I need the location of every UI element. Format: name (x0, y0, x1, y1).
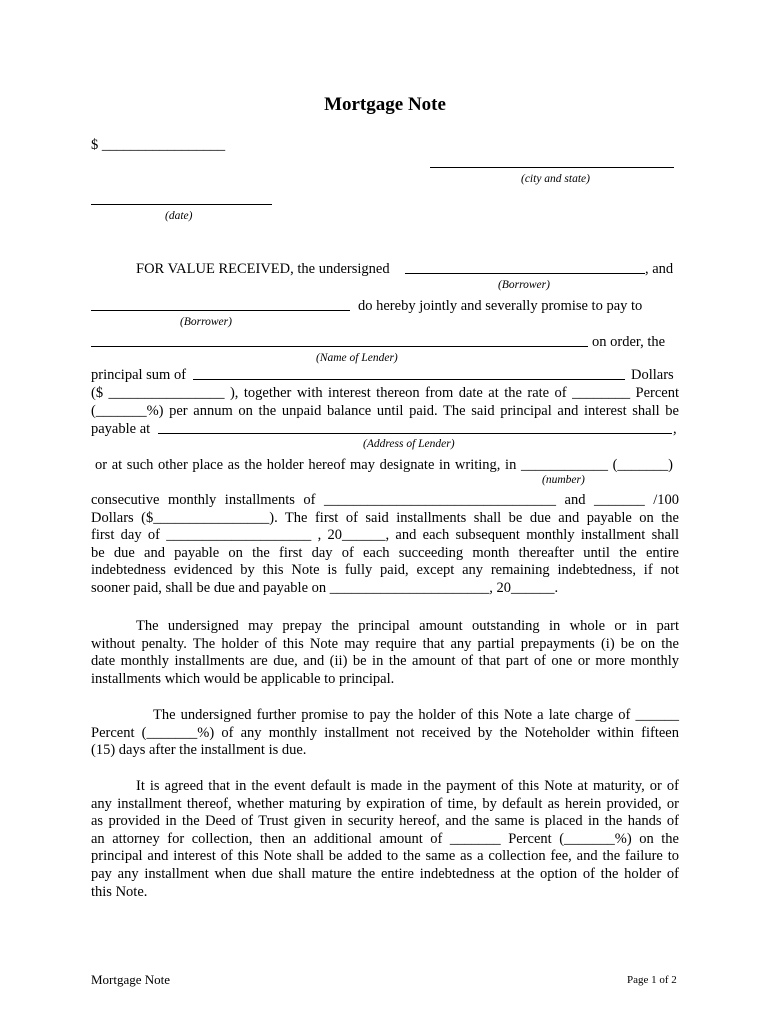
for-value-received-text: FOR VALUE RECEIVED, the undersigned (136, 261, 390, 277)
number-caption: (number) (542, 474, 585, 486)
on-order-text: on order, the (592, 334, 666, 350)
paragraph-line: The undersigned may prepay the principal amount outstanding in whole or in part (136, 618, 679, 634)
payable-comma: , (673, 421, 677, 437)
lender-address-caption: (Address of Lender) (363, 438, 455, 450)
paragraph-line: first day of ____________________ , 20______, and each subsequent monthly installment shall (91, 527, 679, 544)
document-title: Mortgage Note (324, 94, 446, 115)
date-line (91, 204, 272, 205)
principal-sum-text: principal sum of (91, 367, 187, 383)
city-state-caption: (city and state) (521, 173, 590, 185)
paragraph-line: any installment thereof, whether maturing by expiration of time, by default as herein provided, or (91, 795, 679, 812)
paragraph-line: this Note. (91, 883, 148, 900)
paragraph-line: without penalty. The holder of this Note may require that any partial prepayments (i) be on the (91, 635, 679, 652)
city-state-line (430, 167, 674, 168)
default-paragraph (91, 778, 679, 901)
date-caption: (date) (165, 210, 193, 222)
page-number: Page 1 of 2 (627, 974, 677, 986)
paragraph-line: pay any installment when due shall mature the entire indebtedness at the option of the holder of (91, 865, 679, 882)
paragraph-line: Dollars ($________________). The first of said installments shall be due and payable on the (91, 509, 679, 526)
interest-rate-text: ($ ________________ ), together with interest thereon from date at the rate of ________ Percent (91, 385, 679, 401)
paragraph-line: The undersigned further promise to pay the holder of this Note a late charge of ______ (153, 707, 679, 723)
dollars-text: Dollars (631, 367, 674, 383)
paragraph-line: It is agreed that in the event default is made in the payment of this Note at maturity, or of (136, 778, 679, 794)
borrower2-caption: (Borrower) (180, 316, 232, 328)
borrower1-caption: (Borrower) (498, 279, 550, 291)
paragraph-line: be due and payable on the first day of each succeeding month thereafter until the entire (91, 544, 679, 561)
per-annum-text: (_______%) per annum on the unpaid balance until paid. The said principal and interest shall be (91, 403, 679, 419)
paragraph-line: (15) days after the installment is due. (91, 742, 307, 759)
late-charge-paragraph (91, 707, 679, 760)
paragraph-line: Percent (_______%) of any monthly installment not received by the Noteholder within fifteen (91, 724, 679, 741)
borrower2-line (91, 310, 350, 311)
footer-title: Mortgage Note (91, 972, 171, 987)
paragraph-line: consecutive monthly installments of ________________________________ and _______ /100 (91, 492, 679, 508)
lender-name-caption: (Name of Lender) (316, 352, 398, 364)
principal-sum-line (193, 379, 625, 380)
paragraph-line: principal and interest of this Note shall be added to the same as a collection fee, and the failure to (91, 848, 679, 865)
paragraph-line: sooner paid, shall be due and payable on ______________________, 20______. (91, 579, 559, 596)
amount-line: $ _________________ (91, 137, 226, 153)
promise-text: do hereby jointly and severally promise to pay to (358, 298, 643, 314)
borrower1-line (405, 273, 645, 274)
other-place-text: or at such other place as the holder hereof may designate in writing, in ____________ (_______) (95, 457, 673, 473)
lender-name-line (91, 346, 588, 347)
paragraph-line: date monthly installments are due, and (ii) be in the amount of that part of one or more monthly (91, 653, 679, 670)
lender-address-line (158, 433, 672, 434)
installments-paragraph (91, 492, 679, 598)
payable-at-text: payable at (91, 421, 151, 437)
paragraph-line: installments which would be applicable to principal. (91, 670, 395, 687)
prepayment-paragraph (91, 618, 679, 688)
paragraph-line: indebtedness evidenced by this Note is fully paid, except any remaining indebtedness, if not (91, 562, 679, 579)
paragraph-line: as provided in the Deed of Trust given in security hereof, and the same is placed in the hands of (91, 813, 679, 830)
and-text: , and (645, 261, 674, 277)
paragraph-line: an attorney for collection, then an additional amount of _______ Percent (_______%) on the (91, 830, 679, 847)
